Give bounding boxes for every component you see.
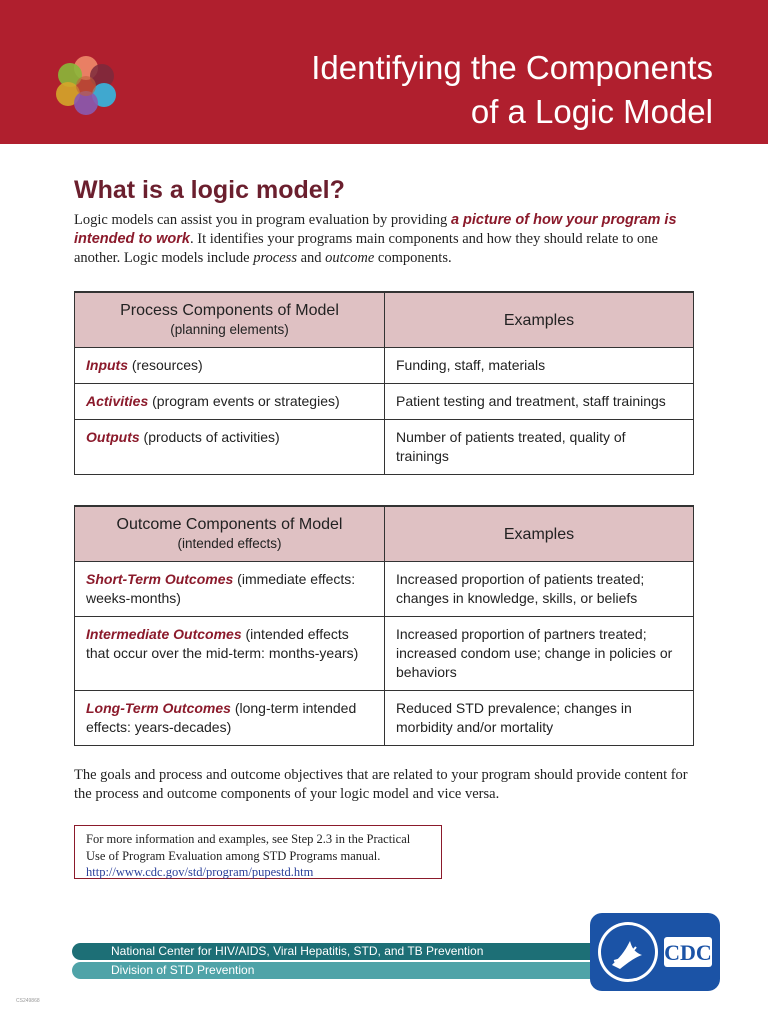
component-term: Outputs [86,429,140,445]
table-row [75,691,694,746]
component-cell [75,420,385,475]
example-cell: Increased proportion of partners treated; increased condom use; change in policies or behaviors [385,617,694,691]
component-desc: (resources) [128,357,203,373]
intro-outcome-word: outcome [325,250,375,266]
example-cell: Funding, staff, materials [385,348,694,384]
more-info-link[interactable]: http://www.cdc.gov/std/program/pupestd.htm [86,865,314,879]
intro-text-2: . It identifies your programs main components and how they should relate to one another. Logic models include [74,231,658,266]
hhs-seal-icon [590,913,720,991]
component-cell [75,562,385,617]
component-desc: (intended effects that occur over the mid-term: months-years) [86,626,359,661]
program-logo-icon [50,48,120,123]
cdc-logo-box [590,913,720,991]
page-title [311,46,713,134]
examples-header-cell: Examples [385,292,694,348]
table-row [75,617,694,691]
title-line-2: of a Logic Model [470,93,713,130]
table-row [75,420,694,475]
process-header-subtitle: (planning elements) [170,322,289,337]
component-cell [75,384,385,420]
outcome-header-cell [75,506,385,562]
intro-text-3: components. [374,250,452,266]
example-cell: Patient testing and treatment, staff trainings [385,384,694,420]
process-header-cell [75,292,385,348]
process-components-table [74,291,694,475]
closing-paragraph: The goals and process and outcome objectives that are related to your program should provide content for the process and outcome components of your logic model and vice versa. [74,767,688,802]
component-cell [75,691,385,746]
section-heading: What is a logic model? [74,176,345,204]
document-code: CS249868 [16,998,40,1004]
table-header-row [75,292,694,348]
component-desc: (program events or strategies) [148,393,340,409]
table-row [75,384,694,420]
footer-division-name: Division of STD Prevention [111,963,255,977]
intro-paragraph [74,211,694,268]
table-row [75,348,694,384]
cdc-logo-text: CDC [664,940,712,965]
table-header-row [75,506,694,562]
example-cell: Reduced STD prevalence; changes in morbidity and/or mortality [385,691,694,746]
component-cell [75,617,385,691]
outcome-header-title: Outcome Components of Model [116,516,343,533]
component-term: Long-Term Outcomes [86,700,231,716]
table-row [75,562,694,617]
footer-center-name: National Center for HIV/AIDS, Viral Hepatitis, STD, and TB Prevention [111,944,484,958]
outcome-components-table [74,505,694,746]
component-desc: (immediate effects: weeks-months) [86,571,356,606]
title-line-1: Identifying the Components [311,49,713,86]
process-header-title: Process Components of Model [120,302,339,319]
more-info-text: For more information and examples, see Step 2.3 in the Practical Use of Program Evaluation among STD Programs manual. [86,832,411,863]
intro-and: and [296,250,326,266]
component-term: Activities [86,393,149,409]
examples-header-cell: Examples [385,506,694,562]
more-info-box [74,825,442,879]
component-term: Inputs [86,357,128,373]
component-desc: (products of activities) [139,429,280,445]
intro-process-word: process [253,250,297,266]
component-term: Intermediate Outcomes [86,626,242,642]
example-cell: Increased proportion of patients treated; changes in knowledge, skills, or beliefs [385,562,694,617]
component-cell [75,348,385,384]
example-cell: Number of patients treated, quality of trainings [385,420,694,475]
intro-text-1: Logic models can assist you in program evaluation by providing [74,212,451,228]
intro-emphasis: a picture of how your program is intended to work [74,212,677,247]
outcome-header-subtitle: (intended effects) [177,536,282,551]
component-desc: (long-term intended effects: years-decades) [86,700,357,735]
component-term: Short-Term Outcomes [86,571,234,587]
